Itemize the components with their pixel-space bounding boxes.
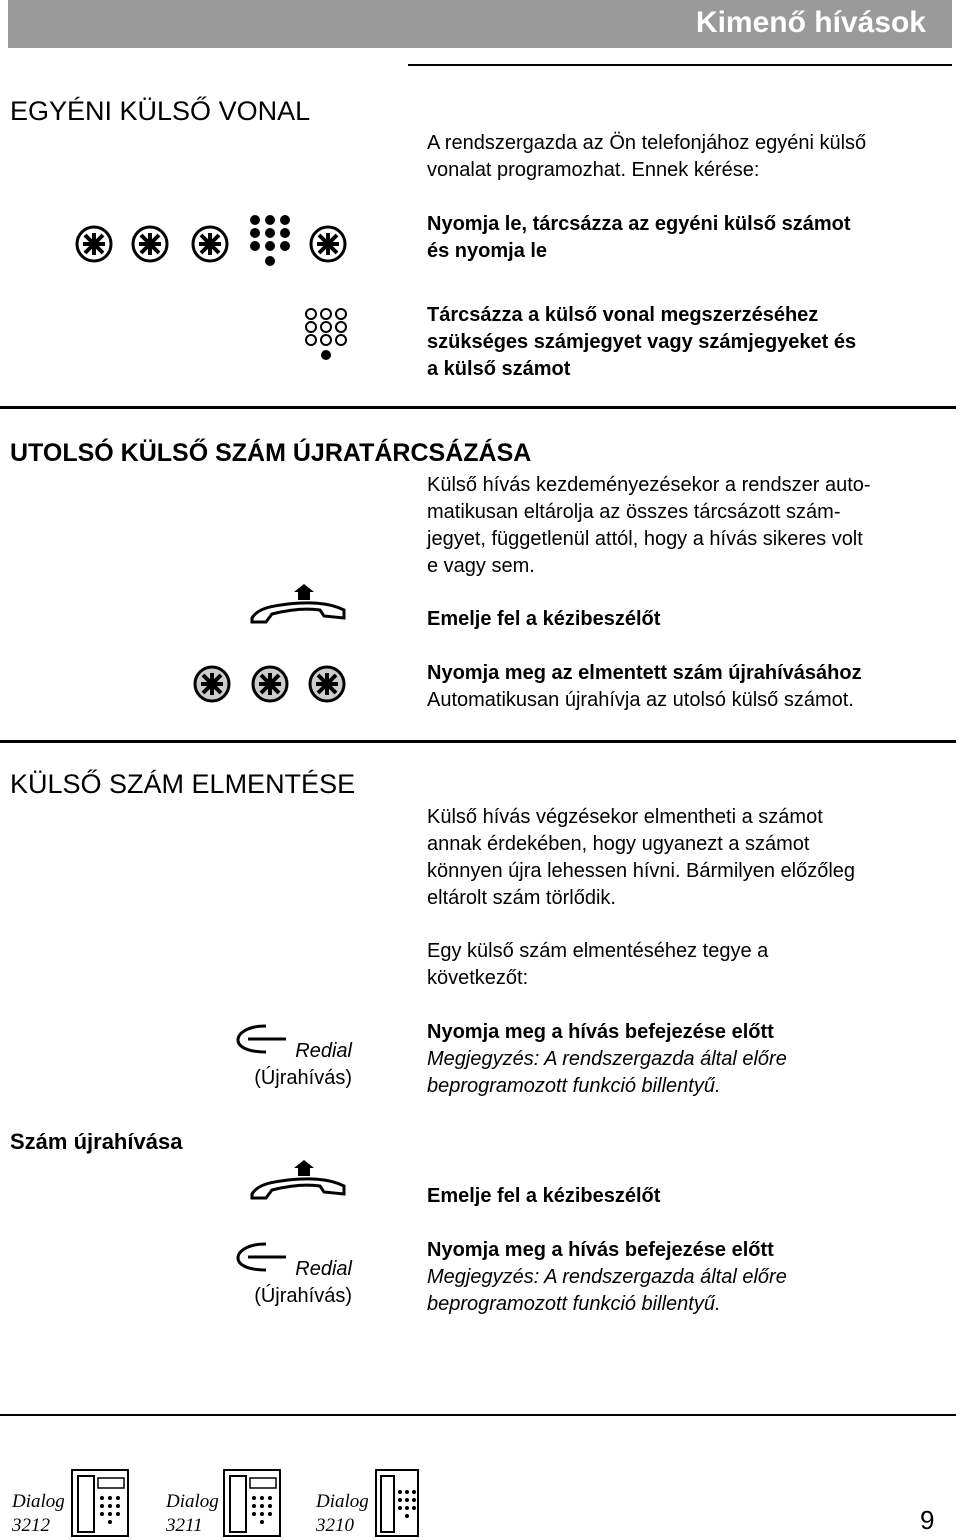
redial-key-label: Redial (Újrahívás): [254, 1040, 352, 1089]
star-key-icon: [130, 224, 170, 264]
page-title: Kimenő hívások: [695, 6, 926, 39]
section-title-egyeni: EGYÉNI KÜLSŐ VONAL: [10, 96, 311, 126]
section3-step1: Nyomja meg a hívás befejezése előtt Megjegyzés: A rendszergazda által előre beprogramozott funkció billentyű.: [427, 1021, 787, 1097]
section3-intro2: Egy külső szám elmentéséhez tegye a következőt:: [427, 940, 769, 989]
section2-intro: Külső hívás kezdeményezésekor a rendszer auto- matikusan eltárolja az összes tárcsázott szám- jegyet, függetlenül attól, hogy a hívás sikeres volt e vagy sem.: [427, 474, 871, 577]
section-title-utolso: UTOLSÓ KÜLSŐ SZÁM ÚJRATÁRCSÁZÁSA: [10, 439, 532, 467]
section1-intro: A rendszergazda az Ön telefonjához egyéni külső vonalat programozhat. Ennek kérése:: [427, 132, 867, 181]
page-number: 9: [920, 1505, 935, 1535]
section-title-elmentese: KÜLSŐ SZÁM ELMENTÉSE: [10, 769, 356, 799]
desk-phone-icon: [222, 1468, 282, 1538]
star-key-icon: [192, 664, 232, 704]
section-divider: [0, 406, 956, 409]
section2-step2: Nyomja meg az elmentett szám újrahívásához Automatikusan újrahívja az utolsó külső számot.: [427, 662, 862, 711]
star-key-icon: [307, 664, 347, 704]
section3-intro: Külső hívás végzésekor elmentheti a számot annak érdekében, hogy ugyanezt a számot könnyen újra lehessen hívni. Bármilyen előzőleg eltárolt szám törlődik.: [427, 806, 856, 909]
star-key-icon: [308, 224, 348, 264]
star-key-icon: [250, 664, 290, 704]
handset-lift-icon: [248, 1158, 350, 1204]
keypad-icon: [304, 308, 348, 364]
section2-step1: Emelje fel a kézibeszélőt: [427, 608, 661, 630]
subtitle-szam-ujrahivasa: Szám újrahívása: [10, 1129, 183, 1154]
redial-key-label: Redial (Újrahívás): [254, 1258, 352, 1307]
handset-lift-icon: [248, 582, 350, 628]
model-label-3212: Dialog 3212: [12, 1491, 65, 1536]
footer-rule: [0, 1414, 956, 1416]
desk-phone-icon: [374, 1468, 420, 1538]
section3-step3: Nyomja meg a hívás befejezése előtt Megjegyzés: A rendszergazda által előre beprogramozott funkció billentyű.: [427, 1239, 787, 1315]
section1-step1: Nyomja le, tárcsázza az egyéni külső számot és nyomja le: [427, 213, 851, 262]
header-bar: [8, 0, 952, 48]
section1-step2: Tárcsázza a külső vonal megszerzéséhez szükséges számjegyet vagy számjegyeket és a külső számot: [427, 304, 857, 380]
model-label-3210: Dialog 3210: [316, 1491, 369, 1536]
star-key-icon: [74, 224, 114, 264]
header-rule: [408, 64, 952, 66]
desk-phone-icon: [70, 1468, 130, 1538]
model-label-3211: Dialog 3211: [166, 1491, 219, 1536]
section-divider: [0, 740, 956, 743]
section3-step2: Emelje fel a kézibeszélőt: [427, 1185, 661, 1207]
star-key-icon: [190, 224, 230, 264]
keypad-icon: [248, 214, 292, 270]
